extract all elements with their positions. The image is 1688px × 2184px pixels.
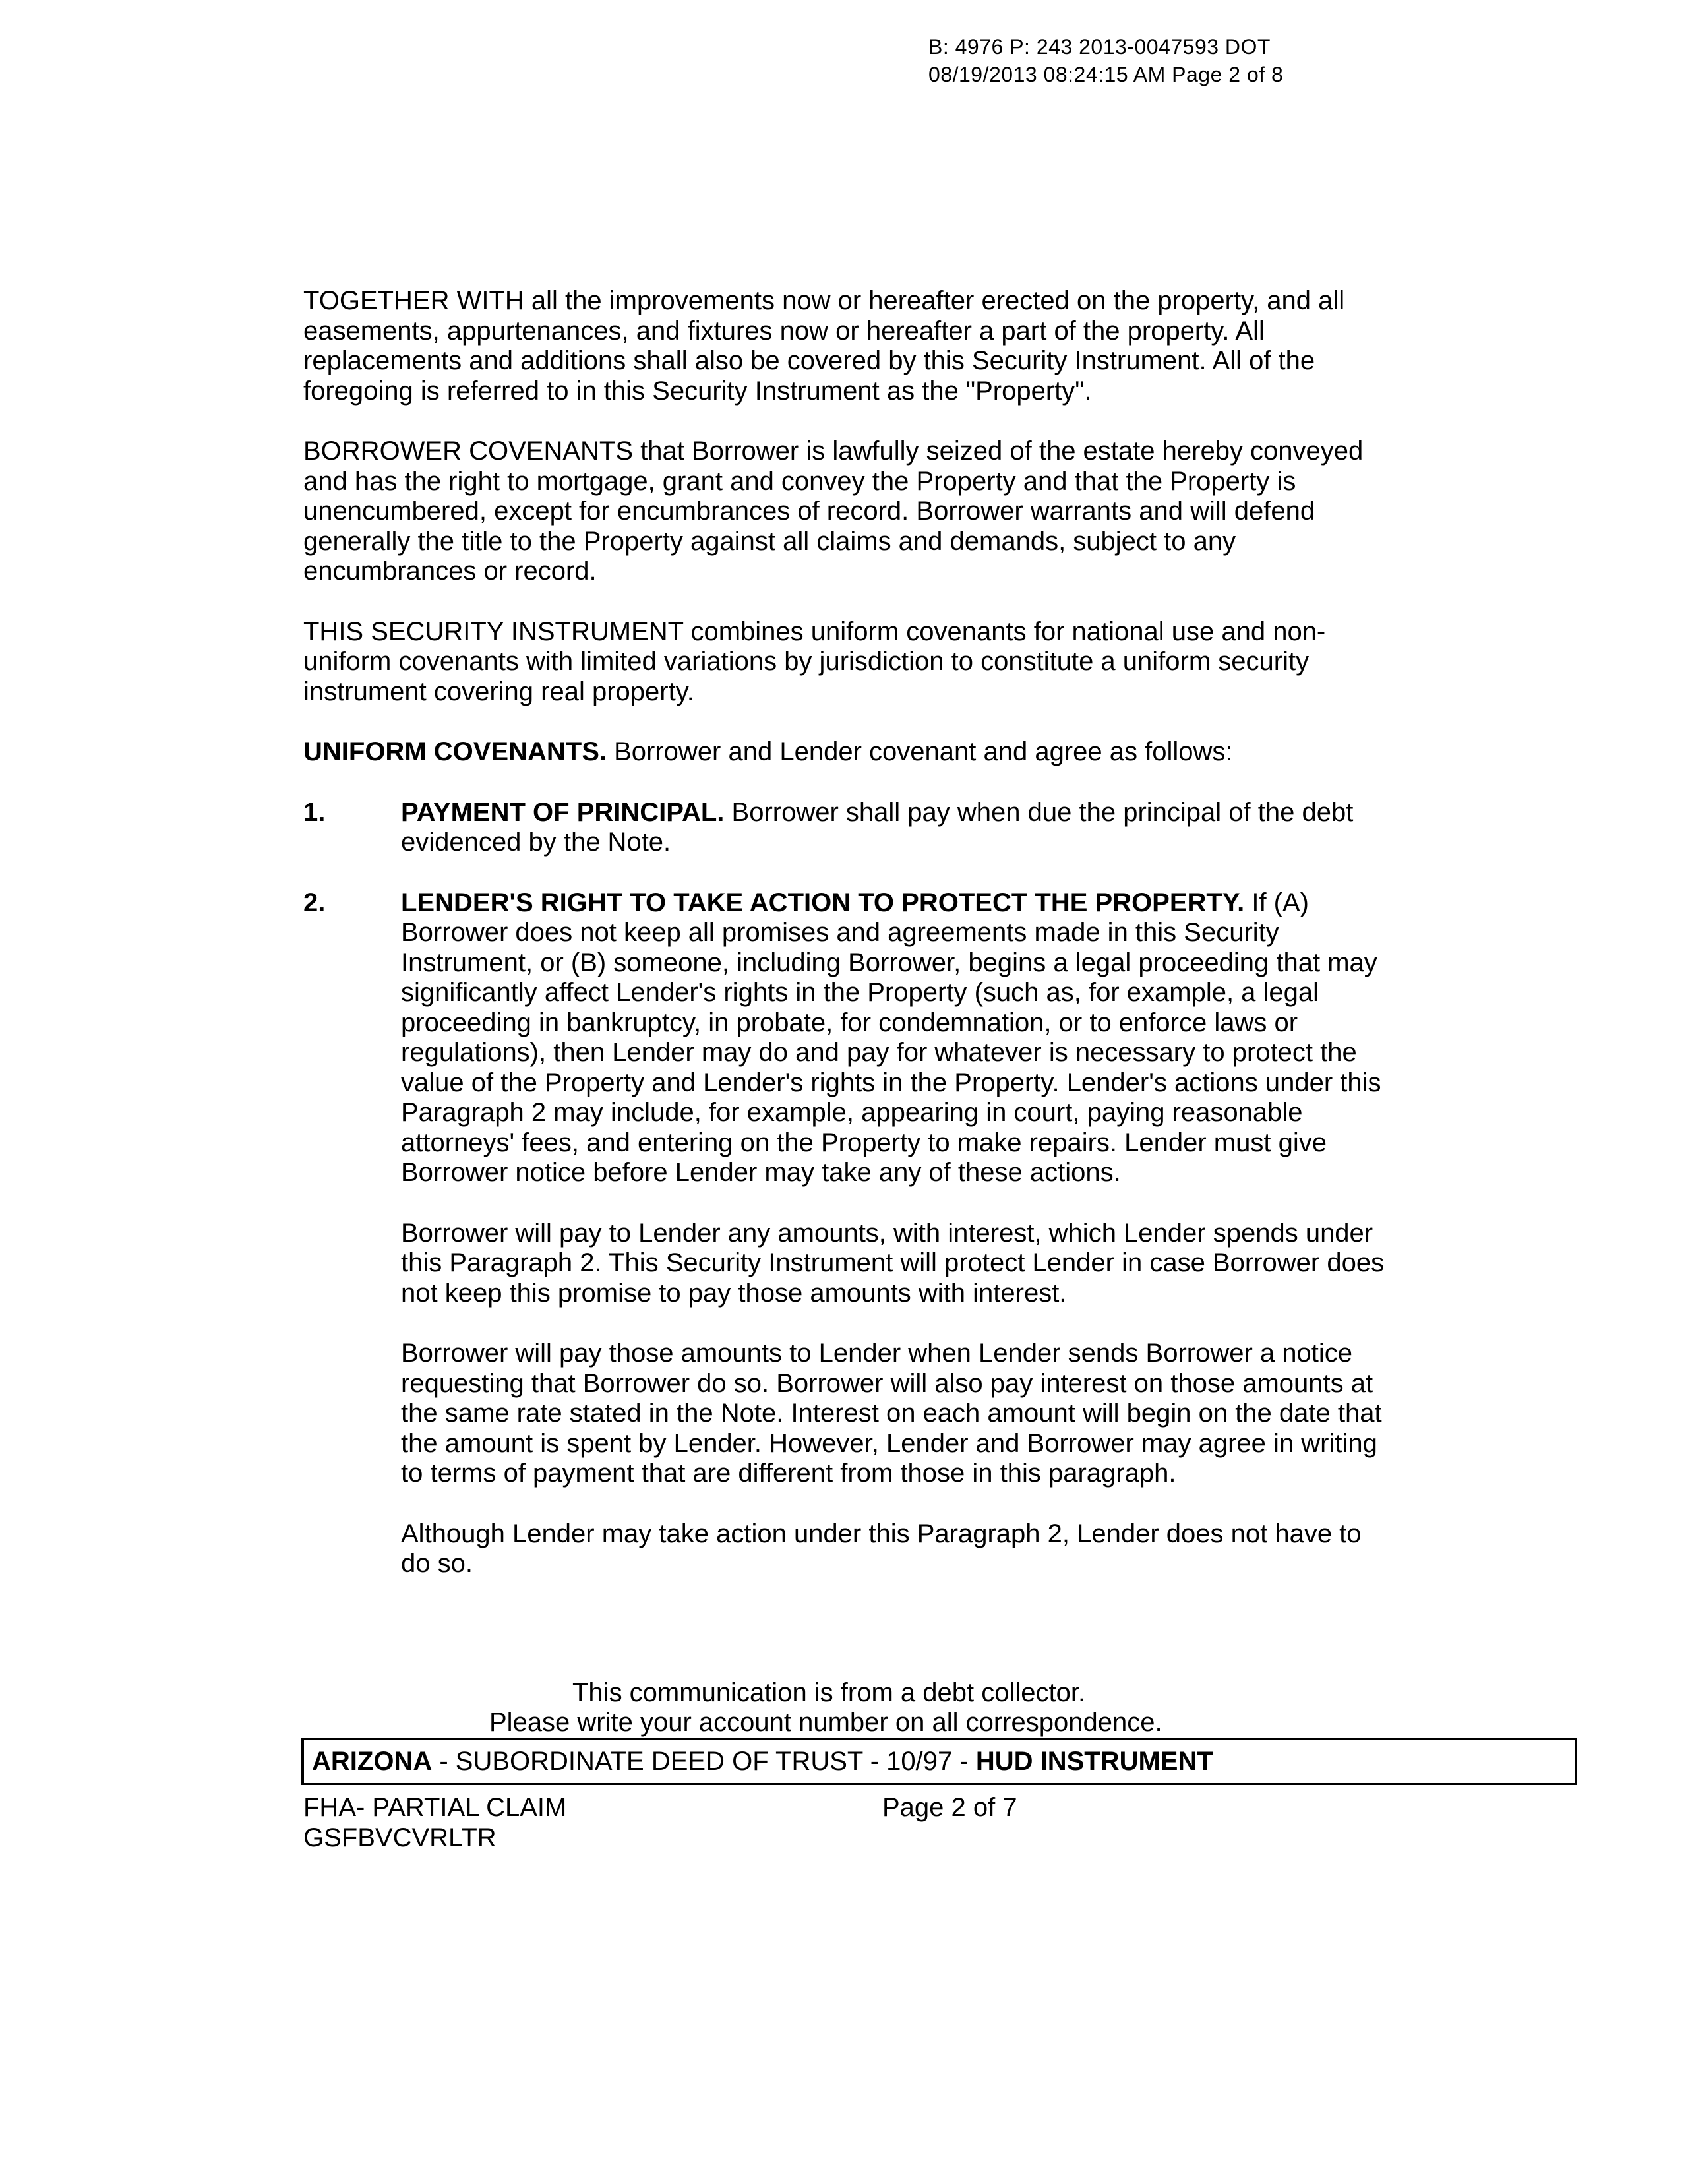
covenant-text: Borrower shall pay when due the principal of the debt evidenced by the Note. [401, 797, 1354, 857]
security-instrument-paragraph: THIS SECURITY INSTRUMENT combines uniform covenants for national use and non-uniform covenants with limited variations by jurisdiction to constitute a uniform security instrument covering real property. [303, 617, 1326, 706]
uniform-covenants-heading: UNIFORM COVENANTS. [303, 737, 607, 766]
footer-page-number: Page 2 of 7 [882, 1793, 1017, 1822]
covenant-number: 2. [303, 888, 326, 917]
recording-book-page-line: B: 4976 P: 243 2013-0047593 DOT [928, 35, 1271, 59]
covenant-number: 1. [303, 797, 326, 827]
covenant-heading: PAYMENT OF PRINCIPAL. [401, 797, 725, 827]
covenant-subparagraph-1: Borrower will pay to Lender any amounts, with interest, which Lender spends under this Paragraph 2. This Security Instrument will protect Lender in case Borrower does not keep this promise to pay those amounts with interest. [401, 1218, 1385, 1308]
covenant-text: If (A) Borrower does not keep all promises and agreements made in this Security Instrument, or (B) someone, including Borrower, begins a legal proceeding that may significantly affect Lender's rights in the Property (such as, for example, a legal proceeding in bankruptcy, in probate, for condemnation, or to enforce laws or regulations), then Lender may do and pay for whatever is necessary to protect the value of the Property and Lender's rights in the Property. Lender's actions under this Paragraph 2 may include, for example, appearing in court, paying reasonable attorneys' fees, and entering on the Property to make repairs. Lender must give Borrower notice before Lender may take any of these actions. [401, 888, 1381, 1187]
covenant-heading: LENDER'S RIGHT TO TAKE ACTION TO PROTECT THE PROPERTY. [401, 888, 1245, 917]
form-instrument-type: HUD INSTRUMENT [975, 1747, 1213, 1776]
debt-collector-line: This communication is from a debt collector. [572, 1678, 1086, 1707]
uniform-covenants-paragraph [303, 737, 1385, 768]
covenant-body [401, 888, 1385, 1579]
together-with-paragraph: TOGETHER WITH all the improvements now or hereafter erected on the property, and all easements, appurtenances, and fixtures now or hereafter a part of the property. All replacements and additions shall also be covered by this Security Instrument. All of the foregoing is referred to in this Security Instrument as the "Property". [303, 286, 1345, 406]
covenant-item-2 [303, 888, 1385, 1579]
covenant-item-1 [303, 798, 1385, 858]
recording-stamp [928, 33, 1283, 88]
footer-form-code: GSFBVCVRLTR [303, 1823, 497, 1852]
account-number-line: Please write your account number on all correspondence. [489, 1708, 1162, 1737]
document-body [303, 286, 1385, 1610]
borrower-covenants-paragraph: BORROWER COVENANTS that Borrower is lawfully seized of the estate hereby conveyed and has the right to mortgage, grant and convey the Property and that the Property is unencumbered, except for encumbrances of record. Borrower warrants and will defend generally the title to the Property against all claims and demands, subject to any encumbrances or record. [303, 437, 1364, 586]
uniform-covenants-text: Borrower and Lender covenant and agree as follows: [607, 737, 1233, 766]
covenant-subparagraph-2: Borrower will pay those amounts to Lender when Lender sends Borrower a notice requesting that Borrower do so. Borrower will also pay interest on those amounts at the same rate stated in the Note. Interest on each amount will begin on the date that the amount is spent by Lender. However, Lender and Borrower may agree in writing to terms of payment that are different from those in this paragraph. [401, 1339, 1382, 1488]
covenant-subparagraph-3: Although Lender may take action under this Paragraph 2, Lender does not have to do so. [401, 1519, 1362, 1578]
covenant-main-paragraph [401, 888, 1385, 1188]
form-state: ARIZONA [312, 1747, 433, 1776]
form-title-box [301, 1738, 1577, 1785]
form-description: - SUBORDINATE DEED OF TRUST - 10/97 - [432, 1747, 976, 1776]
footer-form-codes [303, 1792, 566, 1853]
recording-date-line: 08/19/2013 08:24:15 AM Page 2 of 8 [928, 63, 1284, 86]
covenant-body [401, 798, 1385, 858]
footer-form-name: FHA- PARTIAL CLAIM [303, 1793, 567, 1822]
